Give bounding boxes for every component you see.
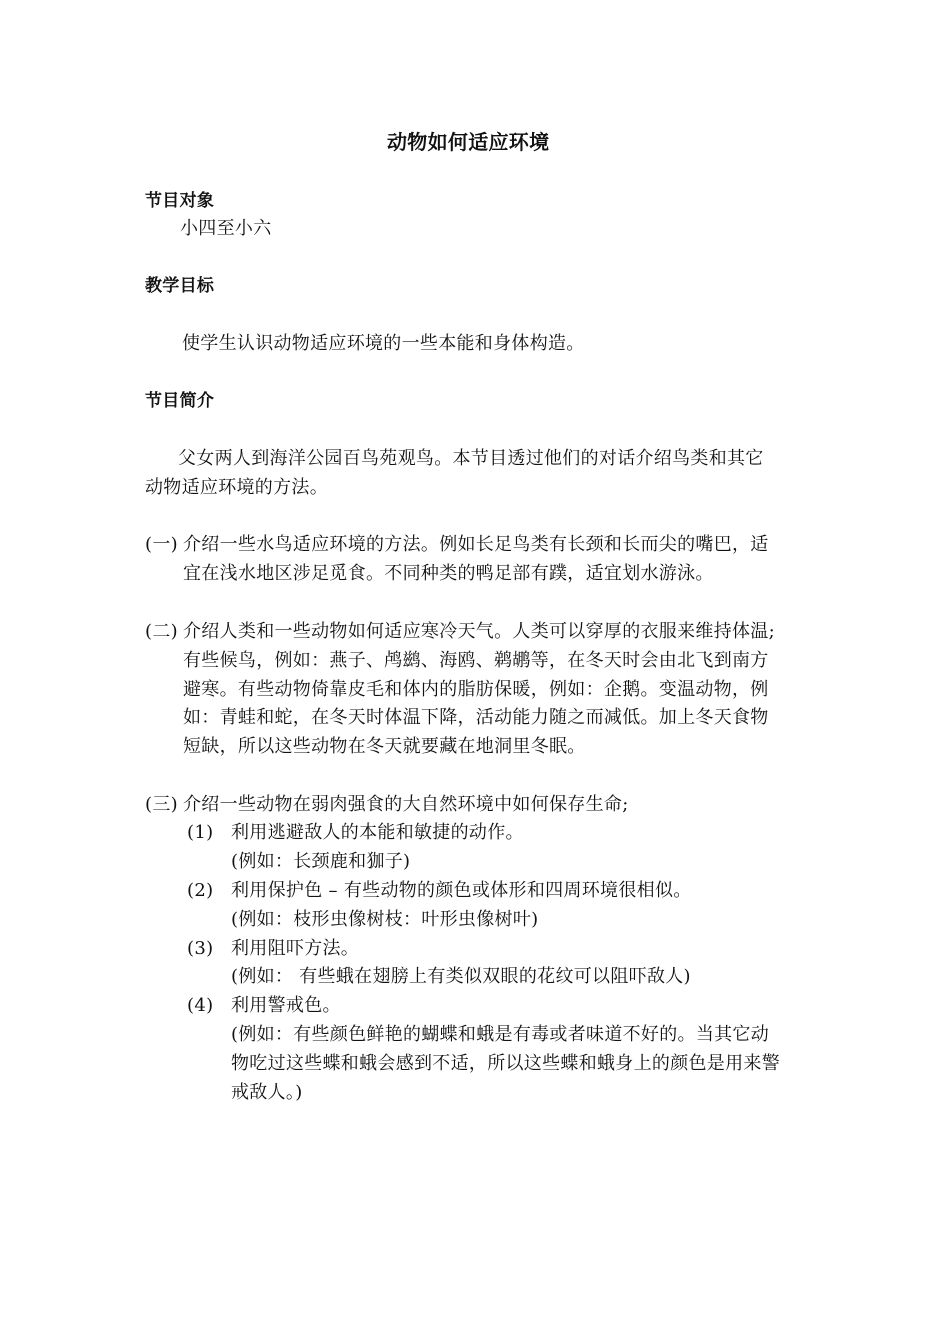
item-line: 介绍一些动物在弱肉强食的大自然环境中如何保存生命;	[183, 794, 629, 815]
objective-text: 使学生认识动物适应环境的一些本能和身体构造。	[182, 333, 585, 354]
item-line: 有些候鸟，例如：燕子、鸬鹚、海鸥、鹈鹕等，在冬天时会由北飞到南方	[183, 650, 769, 671]
item-line: 宜在浅水地区涉足觅食。不同种类的鸭足部有蹼，适宜划水游泳。	[183, 563, 714, 584]
audience-text: 小四至小六	[180, 218, 272, 239]
subitem-marker: (4)	[187, 995, 214, 1016]
subitem-line: (例如：枝形虫像树枝：叶形虫像树叶)	[231, 909, 539, 930]
subitem-line: (例如：长颈鹿和㹢子)	[231, 851, 411, 872]
item-line: 避寒。有些动物倚靠皮毛和体内的脂肪保暖，例如：企鹅。变温动物，例	[183, 679, 769, 700]
item-marker: (三)	[145, 794, 178, 815]
audience-heading: 节目对象	[145, 191, 215, 211]
objective-heading: 教学目标	[145, 276, 215, 296]
subitem-line: 利用逃避敌人的本能和敏捷的动作。	[231, 822, 524, 843]
item-line: 介绍一些水鸟适应环境的方法。例如长足鸟类有长颈和长而尖的嘴巴，适	[183, 534, 769, 555]
summary-heading: 节目简介	[145, 391, 215, 411]
subitem-marker: (3)	[187, 938, 214, 959]
item-marker: (二)	[145, 621, 178, 642]
item-line: 介绍人类和一些动物如何适应寒冷天气。人类可以穿厚的衣服来维持体温;	[183, 621, 775, 642]
subitem-line: 物吃过这些蝶和蛾会感到不适，所以这些蝶和蛾身上的颜色是用来警	[231, 1053, 780, 1074]
subitem-line: (例如： 有些蛾在翅膀上有类似双眼的花纹可以阻吓敌人)	[231, 966, 691, 987]
subitem-line: 利用警戒色。	[231, 995, 341, 1016]
item-marker: (一)	[145, 534, 178, 555]
subitem-line: (例如：有些颜色鲜艳的蝴蝶和蛾是有毒或者味道不好的。当其它动	[231, 1024, 770, 1045]
summary-intro-line: 父女两人到海洋公园百鸟苑观鸟。本节目透过他们的对话介绍鸟类和其它	[178, 448, 764, 469]
summary-intro-line: 动物适应环境的方法。	[145, 477, 328, 498]
subitem-line: 利用保护色 – 有些动物的颜色或体形和四周环境很相似。	[231, 880, 692, 901]
item-line: 短缺，所以这些动物在冬天就要藏在地洞里冬眠。	[183, 736, 586, 757]
item-line: 如：青蛙和蛇，在冬天时体温下降，活动能力随之而减低。加上冬天食物	[183, 707, 769, 728]
subitem-marker: (2)	[187, 880, 214, 901]
page-title: 动物如何适应环境	[387, 130, 550, 154]
subitem-line: 戒敌人。)	[231, 1082, 303, 1103]
subitem-line: 利用阻吓方法。	[231, 938, 360, 959]
subitem-marker: (1)	[187, 822, 214, 843]
